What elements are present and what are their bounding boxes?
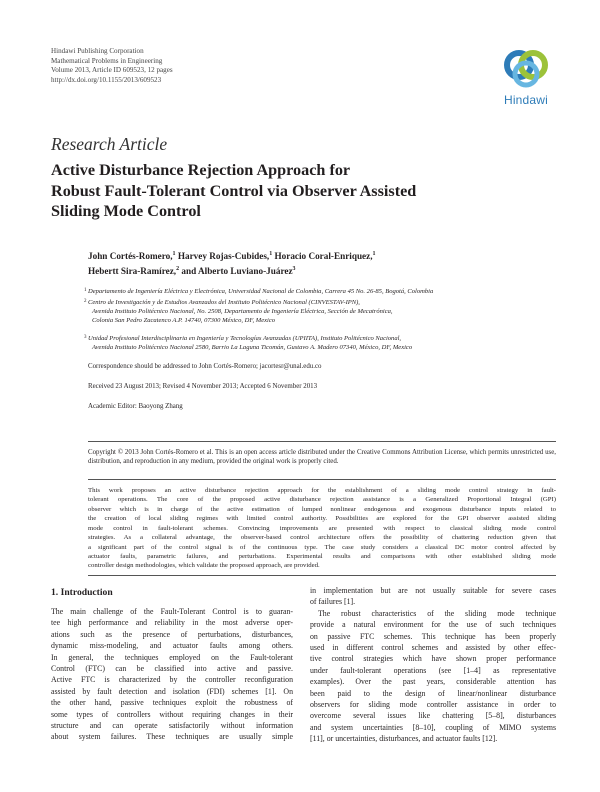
author-line <box>88 264 376 279</box>
body-line: under fault-tolerant operations (see [1–4] as representative <box>310 665 556 675</box>
body-line: about system failures. These techniques are usually simple <box>51 732 293 742</box>
abstract-line: This work proposes an active disturbance rejection approach for the establishment of a sliding mode control strategy in fault- <box>88 487 556 494</box>
copyright-notice: Copyright © 2013 John Cortés-Romero et al. This is an open access article distributed under the Creative Commons Attribution License, which permits unrestricted use, distribution, and reproduction in any medium, provided the original work is properly cited. <box>88 449 556 466</box>
author-affil-mark: 2 <box>176 265 180 272</box>
author-affil-mark: 3 <box>292 265 296 272</box>
volume-line: Volume 2013, Article ID 609523, 12 pages <box>51 66 173 75</box>
affiliation-1 <box>84 287 434 296</box>
abstract-line: actuator faults, parametric failures, and perturbations. Experimental results and comparisons with other established sliding mode <box>88 552 556 560</box>
body-line: the other hand, passive techniques exploit the robustness of <box>51 698 293 708</box>
body-line: tee high performance and reliability in the most adverse oper- <box>51 618 293 628</box>
body-line: The main challenge of the Fault-Tolerant Control is to guaran- <box>51 607 293 616</box>
abstract-line: tolerant operations. The core of the proposed active disturbance rejection assistance is a Generalized Proportional Integral (GPI) <box>88 496 556 504</box>
body-line: tive control strategies which have shown proper performance <box>310 654 556 664</box>
journal-name: Mathematical Problems in Engineering <box>51 56 163 65</box>
abstract <box>88 486 556 571</box>
body-line: provide a natural environment for the use of such techniques <box>310 620 556 630</box>
author-affil-mark: 1 <box>372 250 376 257</box>
affiliation-line: Avenida Instituto Politécnico Nacional 2580, Barrio La Laguna Ticomán, Gustavo A. Madero 07340, México, DF, Mexico <box>92 344 413 352</box>
academic-editor: Academic Editor: Baoyong Zhang <box>88 403 183 410</box>
author-name: Harvey Rojas-Cubides, <box>175 251 270 261</box>
body-column-right <box>310 585 556 745</box>
title-line: Robust Fault-Tolerant Control via Observer Assisted <box>51 181 417 200</box>
body-column-left <box>51 606 293 743</box>
abstract-line: observer which is in charge of the active estimation of lumped nonlinear endogenous and exogenous disturbance inputs related to <box>88 505 556 513</box>
affiliation-line: Departamento de Ingeniería Eléctrica y Electrónica, Universidad Nacional de Colombia, Carrera 45 No. 26-85, Bogotá, Colombia <box>88 288 434 295</box>
body-line: [11], or uncertainties, disturbances, and actuator faults [12]. <box>310 734 498 744</box>
hindawi-logo-icon <box>496 46 556 92</box>
affiliation-2 <box>84 298 393 325</box>
author-name: Hebertt Sira-Ramírez, <box>88 266 177 276</box>
publisher-line: Hindawi Publishing Corporation <box>51 47 144 55</box>
author-name: Horacio Coral-Enriquez, <box>272 251 373 261</box>
abstract-line: the creation of local sliding regimes with limited control authority. Possibilities are explored for the GPI observer assisted sliding <box>88 515 556 523</box>
affiliation-number: 3 <box>84 335 87 340</box>
body-line: examples). Over the past years, considerable attention has <box>310 677 556 687</box>
body-line: overcome several issues like chattering [5–8], disturbances <box>310 711 556 721</box>
logo-wordmark: Hindawi <box>503 93 549 107</box>
author-list <box>88 249 376 279</box>
publication-dates: Received 23 August 2013; Revised 4 November 2013; Accepted 6 November 2013 <box>88 383 318 390</box>
title-line: Active Disturbance Rejection Approach for <box>51 161 351 179</box>
affiliation-3 <box>84 334 413 352</box>
author-affil-mark: 1 <box>172 250 176 257</box>
divider <box>88 575 556 576</box>
body-line: Active FTC is characterized by the controller reconfiguration <box>51 675 293 685</box>
body-line: Control (FTC) can be classified into active and passive. <box>51 664 293 674</box>
body-line: on passive FTC schemes. This technique has been properly <box>310 631 556 641</box>
body-line: dynamic miss-modeling, and actuator faults among others. <box>51 641 293 651</box>
affiliation-line: Colonia San Pedro Zacatenco A.P. 14740, 07300 México, DF, Mexico <box>92 317 276 325</box>
divider <box>88 441 556 442</box>
affiliation-line: Centro de Investigación y de Estudios Avanzados del Instituto Politécnico Nacional (CINVESTAV-IPN), <box>88 299 360 306</box>
body-line: used in different control schemes and assisted by other effec- <box>310 643 556 653</box>
body-line: observers for sliding mode controller assistance in order to <box>310 700 556 710</box>
author-name: John Cortés-Romero, <box>88 251 173 261</box>
hindawi-logo <box>496 46 556 108</box>
article-type: Research Article <box>51 134 168 154</box>
abstract-line: mode control in fault-tolerant schemes. Convincing improvements are presented with respect to classical sliding mode control <box>88 524 556 532</box>
affiliation-number: 2 <box>84 299 87 304</box>
body-line: in implementation but are not usually suitable for severe cases <box>310 586 556 595</box>
affiliation-line: Avenida Instituto Politécnico Nacional, No. 2508, Departamento de Ingeniería Eléctrica, Sección de Mecatrónica, <box>92 308 393 316</box>
body-line: been paid to the design of linear/nonlinear disturbance <box>310 688 556 698</box>
body-line: The robust characteristics of the sliding mode technique <box>318 608 556 618</box>
journal-header <box>51 47 173 85</box>
body-line: of failures [1]. <box>310 597 356 607</box>
doi-link[interactable]: http://dx.doi.org/10.1155/2013/609523 <box>51 75 162 84</box>
affiliation-number: 1 <box>84 288 87 293</box>
body-line: some types of controllers without requiring changes in their <box>51 709 293 719</box>
author-name: and Alberto Luviano-Juárez <box>179 266 293 276</box>
body-line: assisted by fault detection and isolation (FDI) schemes [1]. On <box>51 686 293 696</box>
affiliation-line: Unidad Profesional Interdisciplinaria en Ingeniería y Tecnologías Avanzadas (UPIITA), Instituto Politécnico Nacional, <box>88 335 402 342</box>
body-line: and system uncertainties [8–10], coupling of MIMO systems <box>310 722 556 732</box>
body-line: In general, the techniques employed on the Fault-tolerant <box>51 652 293 662</box>
abstract-line: controller design methodologies, which validate the proposed approach, are provided. <box>88 562 320 570</box>
section-heading: 1. Introduction <box>51 587 113 598</box>
abstract-line: a significant part of the control signal is of the continuous type. The case study considers a classical DC motor control affected by <box>88 543 556 551</box>
author-affil-mark: 1 <box>269 250 273 257</box>
abstract-line: strategies. As a collateral advantage, the observer-based control architecture offers the possibility of chattering reduction given that <box>88 534 556 542</box>
paper-title <box>51 160 416 222</box>
title-line: Sliding Mode Control <box>51 202 201 220</box>
body-line: structure and can operate satisfactorily without information <box>51 721 293 731</box>
body-line: ations such as the presence of perturbations, disturbances, <box>51 629 293 639</box>
correspondence: Correspondence should be addressed to John Cortés-Romero; jacortesr@unal.edu.co <box>88 363 322 370</box>
author-line <box>88 249 376 264</box>
divider <box>88 479 556 480</box>
